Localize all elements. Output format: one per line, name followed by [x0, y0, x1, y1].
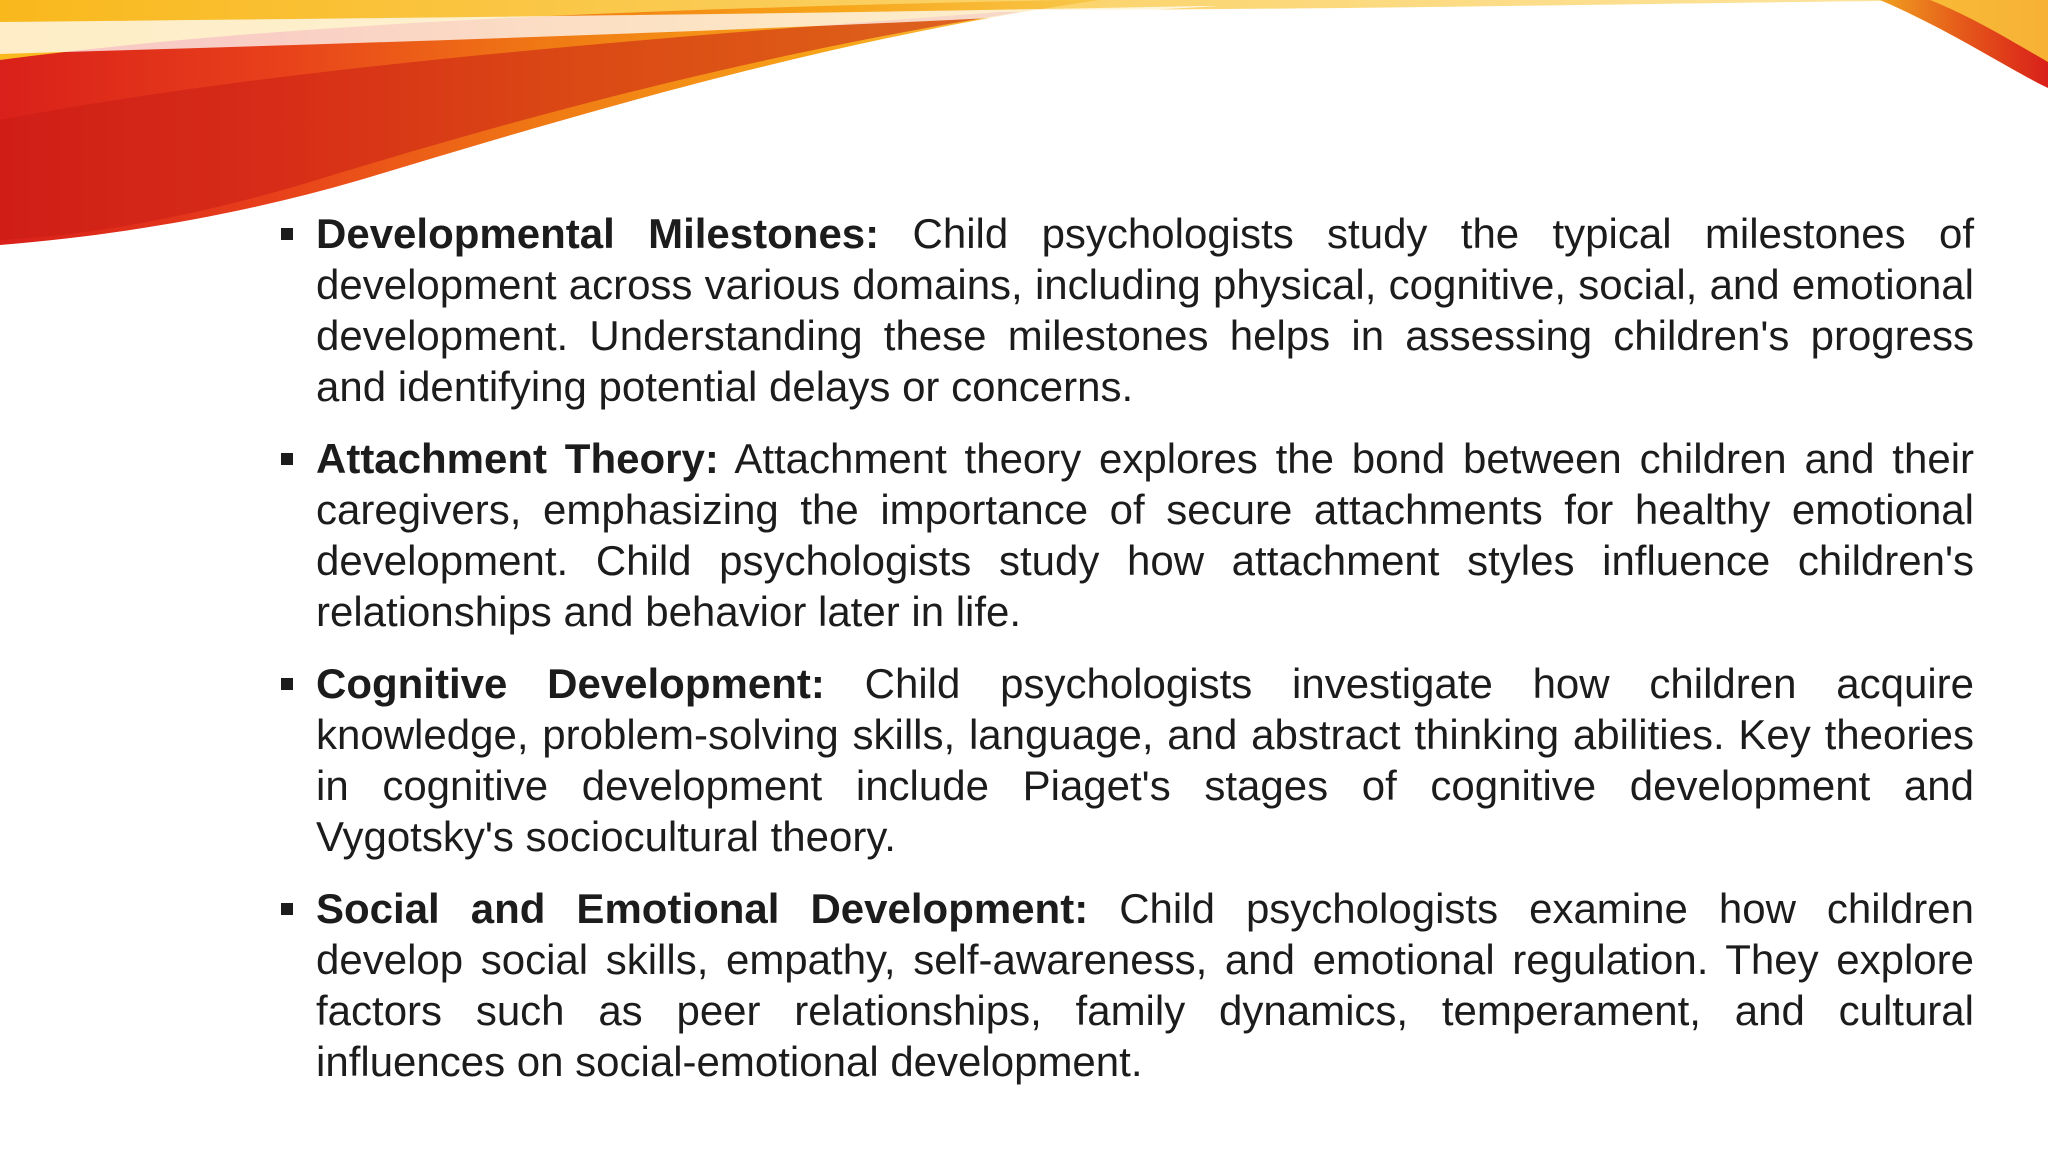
- bullet-term: Attachment Theory:: [316, 435, 719, 482]
- square-bullet-icon: [281, 228, 293, 240]
- bullet-text: Attachment theory explores the bond between children and their caregivers, emphasizing the importance of secure attachments for healthy emotional development. Child psychologists study how attachment styles influence children's relationships and behavior later in life.: [316, 435, 1975, 635]
- square-bullet-icon: [281, 678, 293, 690]
- bullet-attachment-theory: [278, 433, 1974, 637]
- bullet-text: Child psychologists investigate how children acquire knowledge, problem-solving skills, language, and abstract thinking abilities. Key theories in cognitive development include Piaget's stages of cognitive development and Vygotsky's sociocultural theory.: [316, 660, 1975, 860]
- bullet-term: Cognitive Development:: [316, 660, 825, 707]
- bullet-content: [278, 208, 1974, 1108]
- bullet-text: Child psychologists study the typical milestones of development across various domains, including physical, cognitive, social, and emotional development. Understanding these milestones helps in assessing children's progress and identifying potential delays or concerns.: [316, 210, 1975, 410]
- bullet-term: Developmental Milestones:: [316, 210, 880, 257]
- bullet-text: Child psychologists examine how children develop social skills, empathy, self-awareness, and emotional regulation. They explore factors such as peer relationships, family dynamics, temperament, and cultural influences on social-emotional development.: [316, 885, 1975, 1085]
- bullet-list: [278, 208, 1974, 1087]
- bullet-social-emotional-development: [278, 883, 1974, 1087]
- bullet-cognitive-development: [278, 658, 1974, 862]
- square-bullet-icon: [281, 903, 293, 915]
- square-bullet-icon: [281, 453, 293, 465]
- bullet-term: Social and Emotional Development:: [316, 885, 1089, 932]
- bullet-developmental-milestones: [278, 208, 1974, 412]
